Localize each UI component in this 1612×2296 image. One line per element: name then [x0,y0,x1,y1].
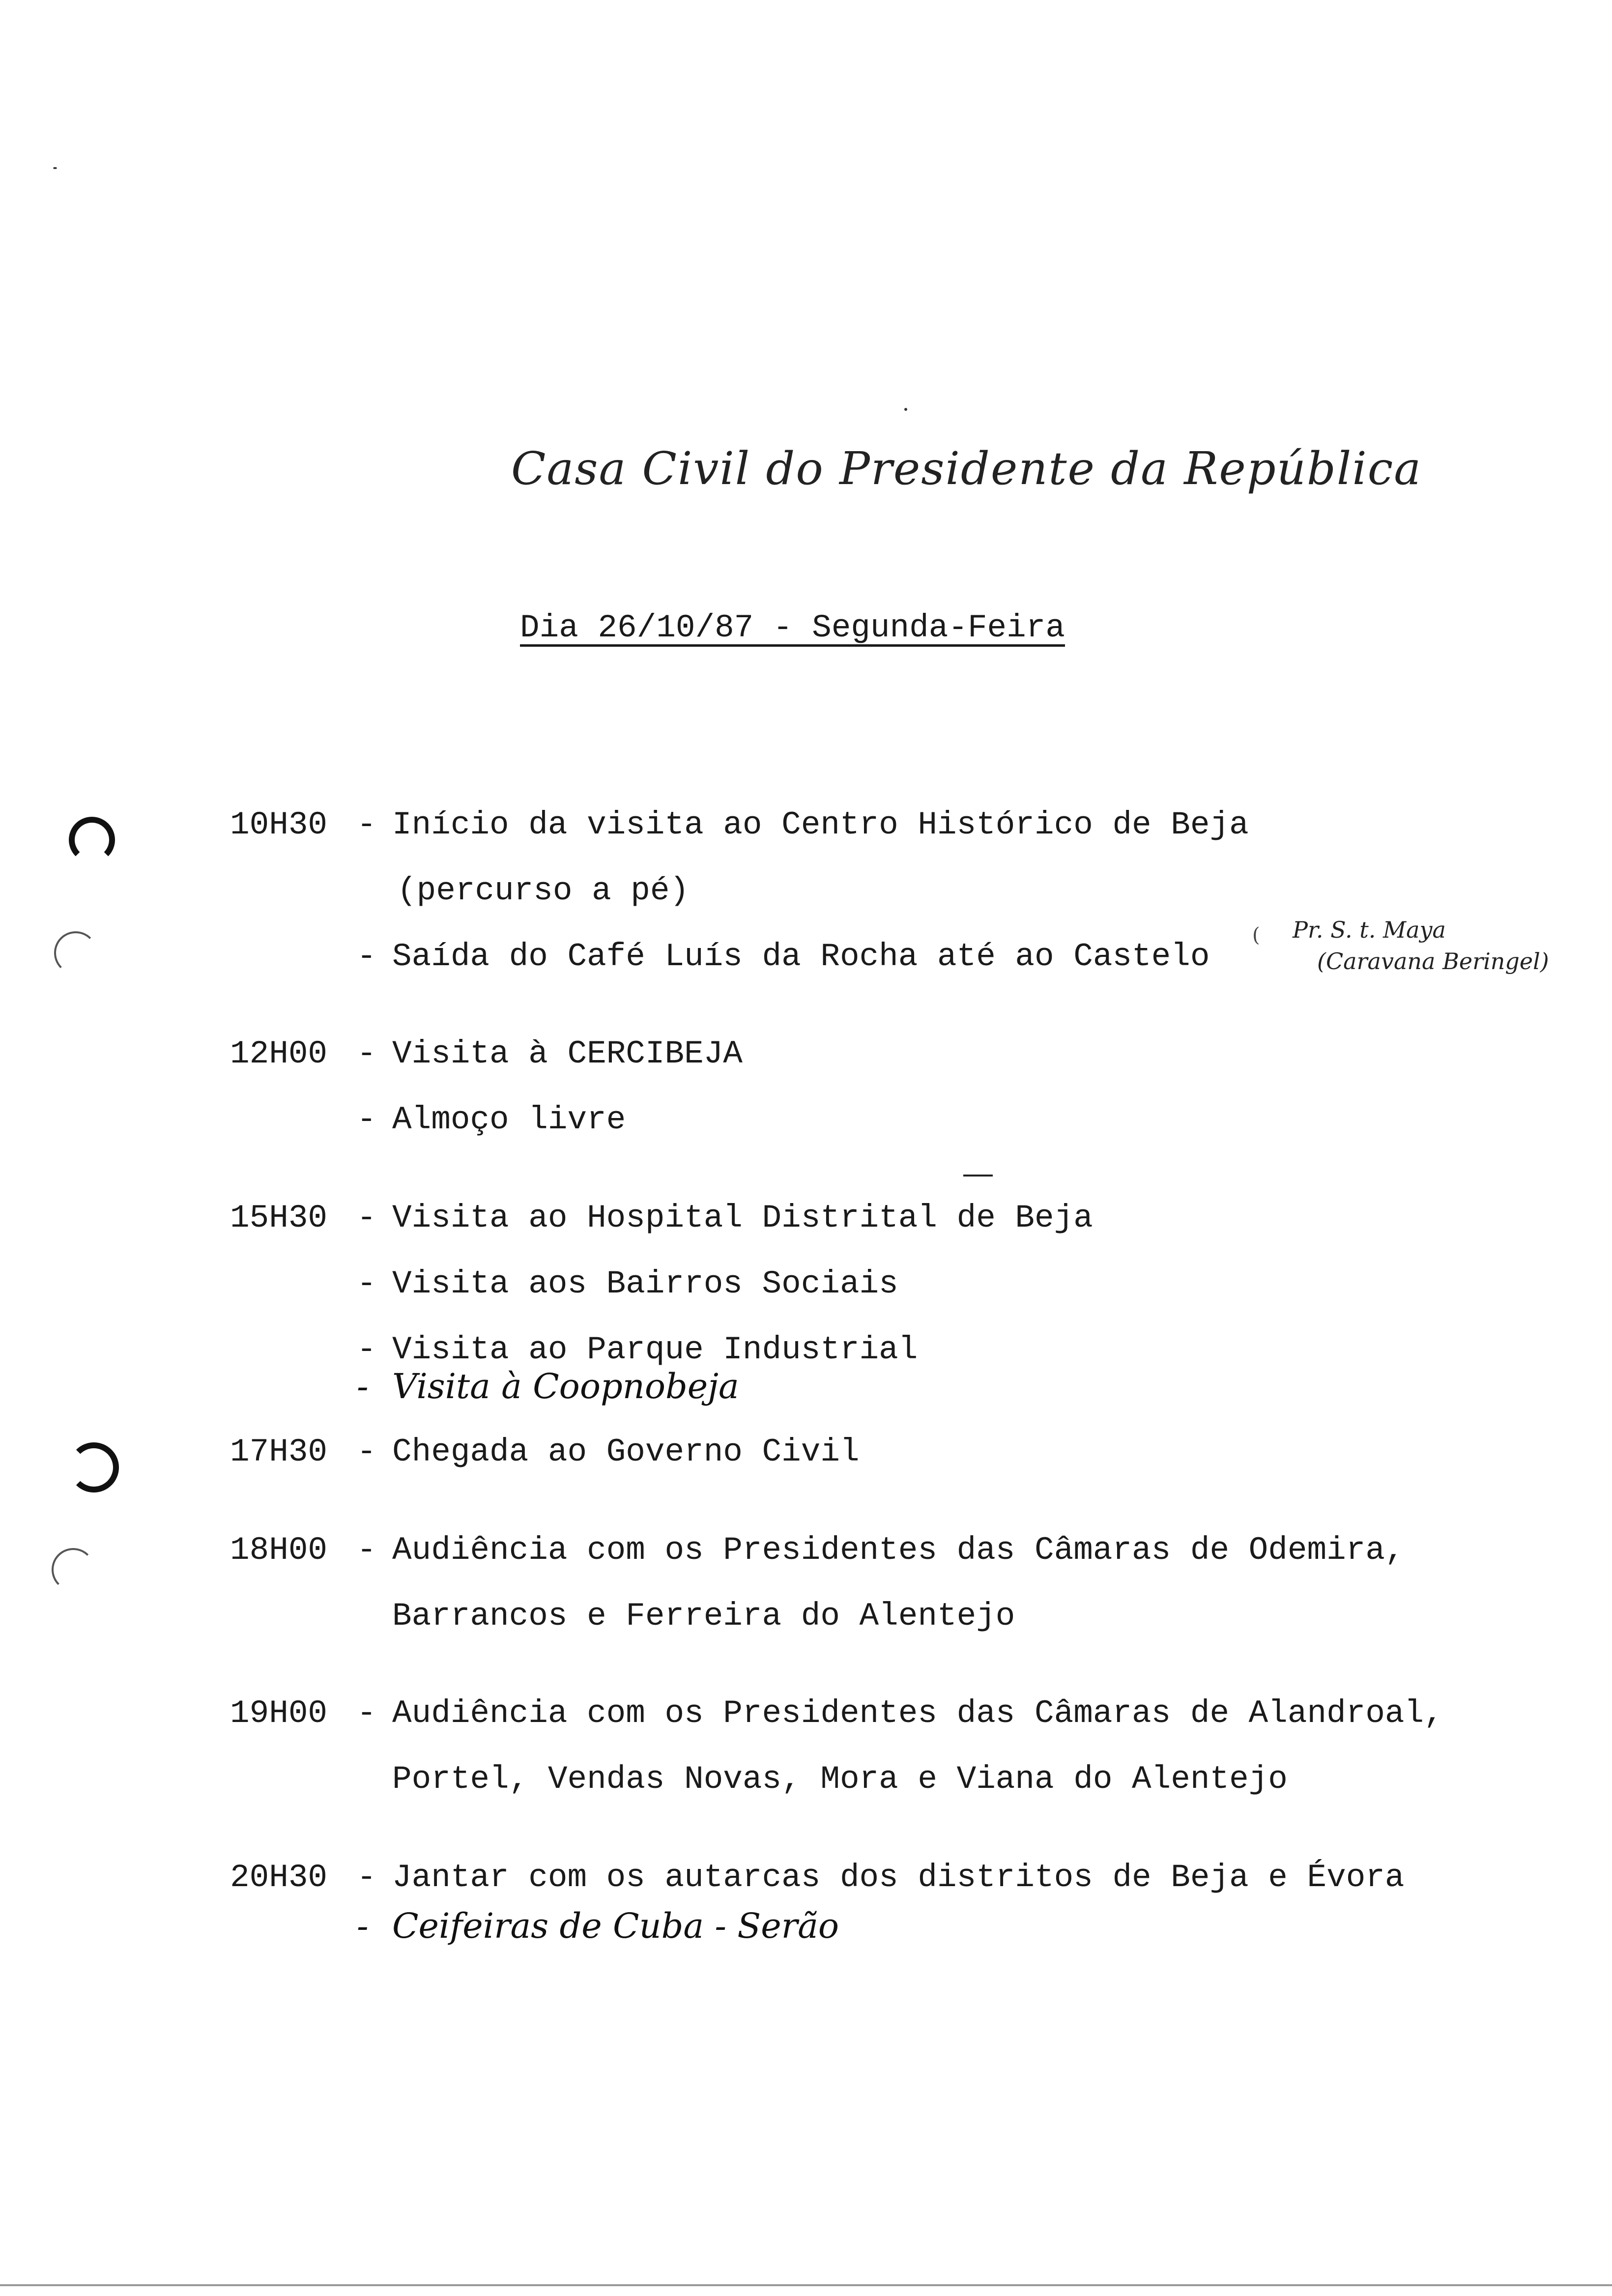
schedule-block-1730 [230,1419,1508,1485]
schedule-time: 19H00 [230,1695,328,1732]
schedule-dash: - [357,1101,376,1138]
scan-edge-line [0,2284,1612,2286]
schedule-block-1900 [230,1681,1508,1812]
schedule-block-1530 [230,1185,1508,1383]
schedule-line [230,1021,1508,1087]
schedule-item-continuation: Portel, Vendas Novas, Mora e Viana do Alentejo [392,1761,1288,1798]
schedule-block-2030 [230,1845,1508,1911]
schedule-line [230,1518,1508,1583]
handwritten-margin-note [1273,914,1549,977]
schedule-time: 10H30 [230,806,328,843]
schedule-block-1200 [230,1021,1508,1153]
handwritten-dash: - [357,1906,369,1946]
punch-hole-mark-top [69,817,115,863]
schedule-item: Audiência com os Presidentes das Câmaras de Odemira, [392,1532,1405,1569]
date-heading: Dia 26/10/87 - Segunda-Feira [520,609,1065,646]
schedule-item: Visita ao Hospital Distrital de Beja [392,1200,1093,1236]
schedule-item: Audiência com os Presidentes das Câmaras de Alandroal, [392,1695,1443,1732]
schedule-item: Visita aos Bairros Sociais [392,1265,898,1302]
handwritten-addition [230,1366,1213,1420]
schedule-dash: - [357,1859,376,1896]
schedule-item: Visita à CERCIBEJA [392,1035,743,1072]
scan-speck [53,167,57,169]
punch-hole-shadow-bottom [52,1548,95,1591]
schedule-item-continuation: (percurso a pé) [397,872,690,909]
scan-speck [904,408,907,411]
schedule-time: 18H00 [230,1532,328,1569]
schedule-line [230,1185,1508,1251]
handwritten-text: Visita à Coopnobeja [392,1366,739,1406]
schedule-dash: - [357,1265,376,1302]
schedule-line [230,1583,1508,1649]
handwritten-addition [230,1906,1213,1960]
schedule-line [230,1747,1508,1812]
margin-note-line: (Caravana Beringel) [1317,948,1549,975]
schedule-dash: - [357,1035,376,1072]
stray-pen-mark [963,1175,993,1177]
handwritten-dash: - [357,1366,369,1406]
schedule-dash: - [357,938,376,975]
schedule-line [230,792,1508,858]
letterhead-title: Casa Civil do Presidente da República [511,442,1422,495]
punch-hole-shadow-top [54,931,97,975]
schedule-time: 17H30 [230,1434,328,1470]
punch-hole-mark-bottom [69,1442,119,1492]
margin-bracket: ( [1252,924,1260,947]
schedule-item: Saída do Café Luís da Rocha até ao Castelo [392,938,1210,975]
schedule-item: Chegada ao Governo Civil [392,1434,860,1470]
schedule-dash: - [357,1434,376,1470]
schedule-item: Jantar com os autarcas dos distritos de Beja e Évora [392,1859,1405,1896]
schedule-item: Visita ao Parque Industrial [392,1331,918,1368]
schedule-dash: - [357,1695,376,1732]
schedule-dash: - [357,1331,376,1368]
handwritten-text: Ceifeiras de Cuba - Serão [392,1906,839,1946]
schedule-time: 20H30 [230,1859,328,1896]
schedule-line [230,1681,1508,1747]
schedule-dash: - [357,806,376,843]
schedule-dash: - [357,1532,376,1569]
schedule-item: Almoço livre [392,1101,626,1138]
schedule-block-1800 [230,1518,1508,1649]
schedule-time: 12H00 [230,1035,328,1072]
schedule-line [230,1419,1508,1485]
schedule-line [230,1845,1508,1911]
schedule-dash: - [357,1200,376,1236]
schedule-item-continuation: Barrancos e Ferreira do Alentejo [392,1598,1015,1635]
margin-note-line: Pr. S. t. Maya [1293,917,1446,943]
schedule-line [230,1251,1508,1317]
schedule-time: 15H30 [230,1200,328,1236]
schedule-line [230,1087,1508,1153]
schedule-item: Início da visita ao Centro Histórico de Beja [392,806,1249,843]
